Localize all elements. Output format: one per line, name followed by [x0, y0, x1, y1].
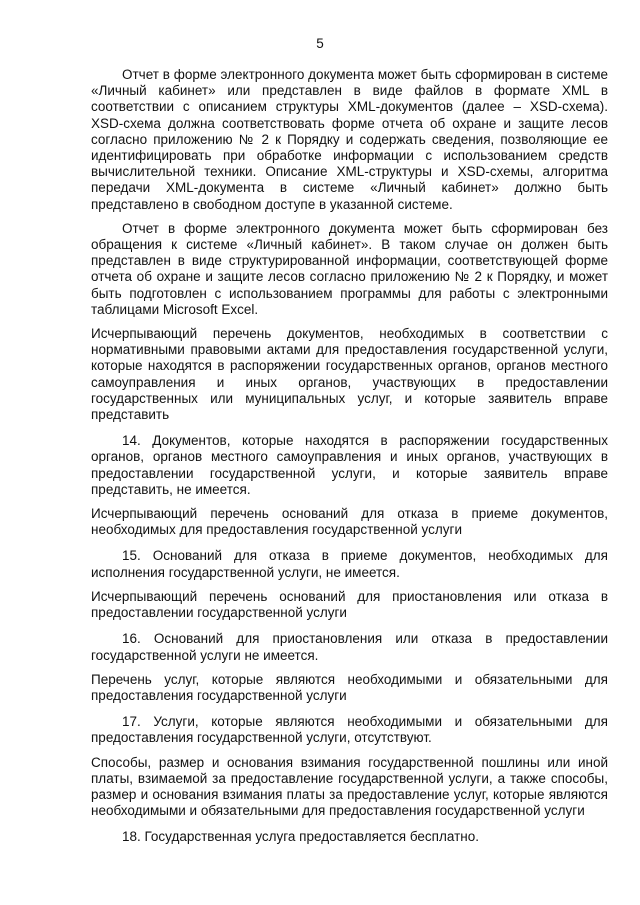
clause-15: 15. Оснований для отказа в приеме документов, необходимых для исполнения государственной услуги, не имеется. — [91, 548, 608, 580]
section-heading-documents-in-possession: Исчерпывающий перечень документов, необходимых в соответствии с нормативными правовыми актами для предоставления государственной услуги, которые находятся в распоряжении государственных органов, органов местного самоуправления и иных органов, участвующих в предоставлении государственных или муниципальных услуг, и которые заявитель вправе представить — [91, 326, 608, 423]
paragraph-excel-report: Отчет в форме электронного документа может быть сформирован без обращения к системе «Личный кабинет». В таком случае он должен быть представлен в виде структурированной информации, соответствующей форме отчета об охране и защите лесов согласно приложению № 2 к Порядку, и может быть подготовлен с использованием программы для работы с электронными таблицами Microsoft Excel. — [91, 220, 608, 317]
section-heading-refusal-grounds: Исчерпывающий перечень оснований для отказа в приеме документов, необходимых для предоставления государственной услуги — [91, 506, 608, 538]
section-heading-required-services: Перечень услуг, которые являются необходимыми и обязательными для предоставления государственной услуги — [91, 671, 608, 703]
section-heading-fees: Способы, размер и основания взимания государственной пошлины или иной платы, взимаемой за предоставление государственной услуги, а также способы, размер и основания взимания платы за предоставление услуг, которые являются необходимыми и обязательными для предоставления государственной услуги — [91, 754, 608, 819]
section-heading-suspension-grounds: Исчерпывающий перечень оснований для приостановления или отказа в предоставлении государственной услуги — [91, 588, 608, 621]
clause-14: 14. Документов, которые находятся в распоряжении государственных органов, органов местного самоуправления и иных органов, участвующих в предоставлении государственной услуги, и которые заявитель вправе представить, не имеется. — [91, 433, 608, 497]
page-number: 5 — [316, 36, 324, 51]
document-body — [91, 67, 608, 846]
clause-17: 17. Услуги, которые являются необходимыми и обязательными для предоставления государственной услуги, отсутствуют. — [91, 714, 608, 746]
clause-18: 18. Государственная услуга предоставляется бесплатно. — [122, 829, 479, 845]
clause-16: 16. Оснований для приостановления или отказа в предоставлении государственной услуги не имеется. — [91, 631, 608, 663]
paragraph-xml-report: Отчет в форме электронного документа может быть сформирован в системе «Личный кабинет» или представлен в виде файлов в формате XML в соответствии с описанием структуры XML-документов (далее – XSD-схема). XSD-схема должна соответствовать форме отчета об охране и защите лесов согласно приложению № 2 к Порядку и содержать сведения, позволяющие ее идентифицировать при обработке информации с использованием средств вычислительной техники. Описание XML-структуры и XSD-схемы, алгоритма передачи XML-документа в системе «Личный кабинет» должно быть представлено в свободном доступе в указанной системе. — [91, 67, 608, 212]
